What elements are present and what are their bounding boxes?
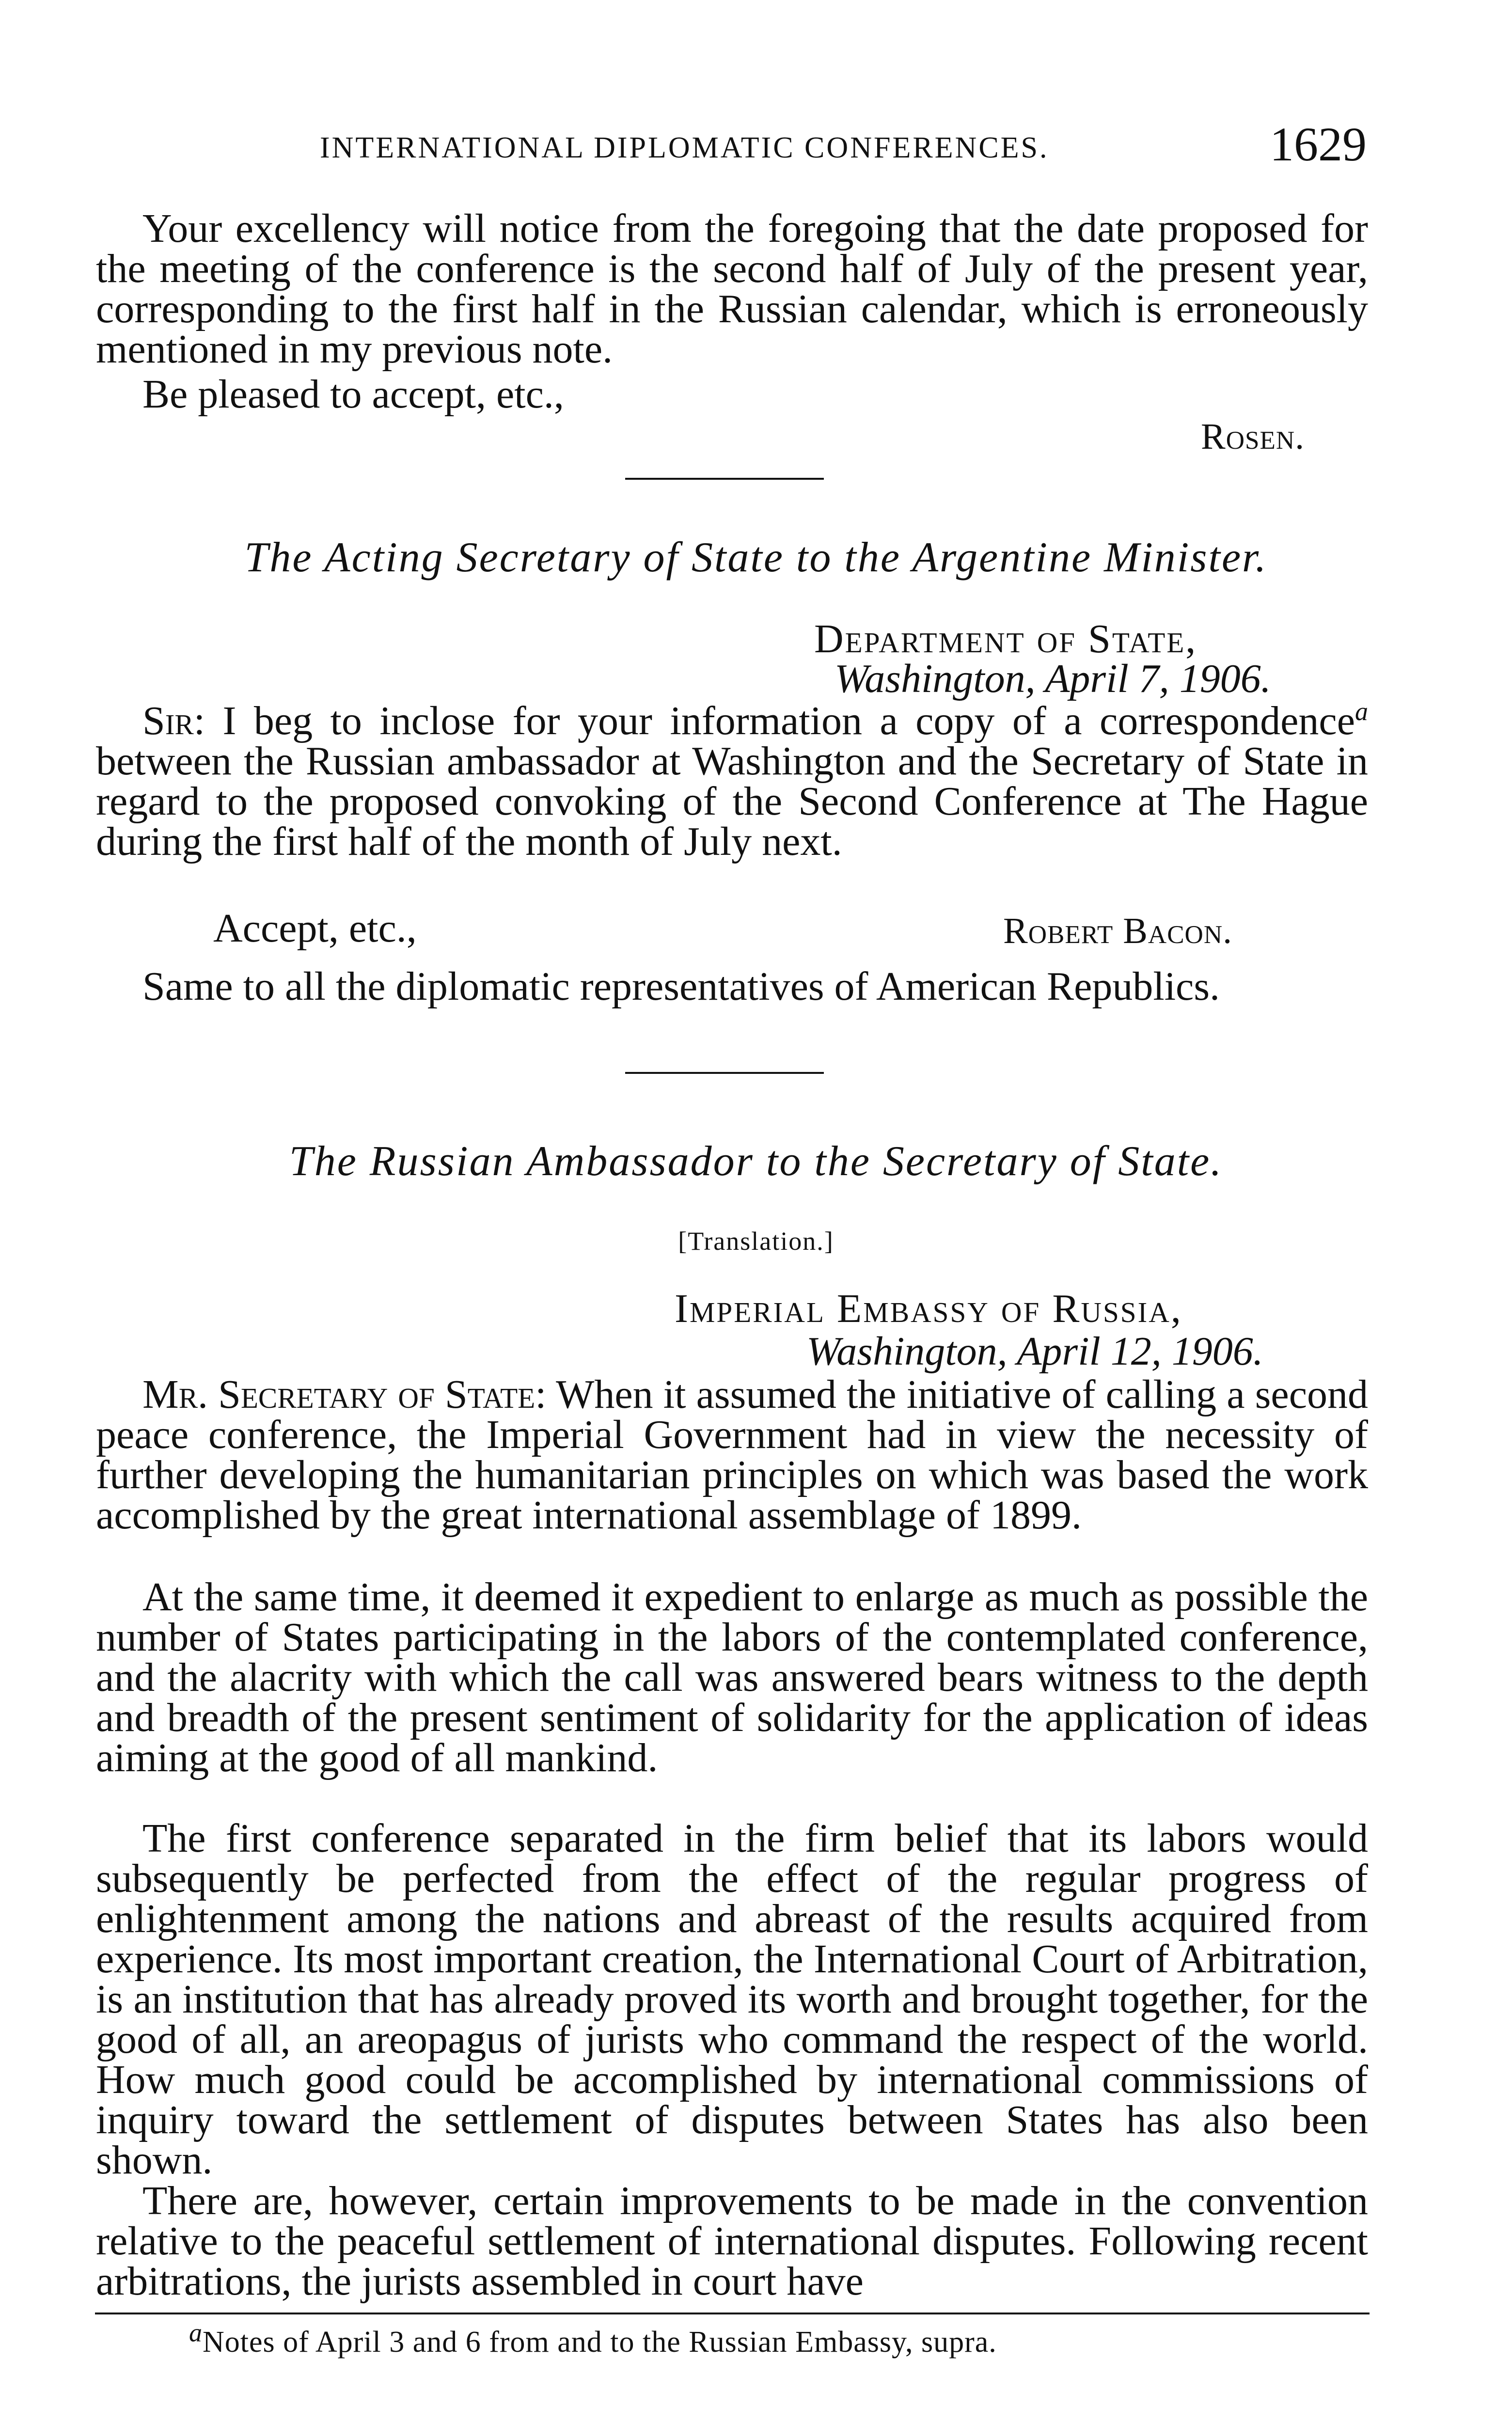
letter2-heading: The Acting Secretary of State to the Argentine Minister. (244, 534, 1268, 581)
running-head (97, 116, 1367, 170)
letter1-signature: Rosen. (1201, 416, 1305, 457)
letter3-salutation: Mr. Secretary of State: (142, 1372, 547, 1417)
letter3-paragraph (96, 1374, 1368, 1578)
letter3-place: Imperial Embassy of Russia, (675, 1286, 1182, 1331)
letter2-body (96, 697, 1368, 904)
letter2-body-start: I beg to inclose for your information a copy of a correspondence (205, 698, 1355, 743)
letter1-closing: Be pleased to accept, etc., (142, 372, 564, 417)
running-title: INTERNATIONAL DIPLOMATIC CONFERENCES. (320, 131, 1049, 164)
letter2-body-end: between the Russian ambassador at Washington and the Secretary of State in regard to the proposed convoking of the Second Conference at The Hague during the first half of the month of July next. (96, 739, 1368, 864)
footnote-mark: a (189, 2318, 203, 2347)
section-divider (625, 1072, 824, 1074)
letter3-heading: The Russian Ambassador to the Secretary of State. (289, 1138, 1223, 1185)
letter3-paragraph: The first conference separated in the firm belief that its labors would subsequently be perfected from the effect of the regular progress of enlightenment among the nations and abreast of the results acquired from experience. Its most important creation, the International Court of Arbitration, is an institution that has already proved its worth and brought together, for the good of all, an areopagus of jurists who command the respect of the world. How much good could be accomplished by international commissions of inquiry toward the settlement of disputes between States has also been shown. (96, 1816, 1368, 2183)
footnote-reference: a (1355, 697, 1368, 726)
letter3-paragraph: There are, however, certain improvements to be made in the convention relative to the peaceful settlement of international disputes. Following recent arbitrations, the jurists assembled in court have (96, 2178, 1368, 2304)
translation-note: [Translation.] (678, 1227, 834, 1256)
letter2-closing: Accept, etc., (213, 906, 417, 951)
section-divider (625, 478, 824, 480)
letter2-distribution: Same to all the diplomatic representatives of American Republics. (142, 964, 1220, 1009)
footnote-text: Notes of April 3 and 6 from and to the Russian Embassy, supra. (203, 2326, 997, 2359)
letter2-signature: Robert Bacon. (1003, 911, 1233, 951)
letter2-place: Department of State, (814, 616, 1197, 661)
footnote (189, 2318, 997, 2360)
letter3-date: Washington, April 12, 1906. (806, 1329, 1263, 1374)
letter3-paragraph: At the same time, it deemed it expedient to enlarge as much as possible the number of States participating in the labors of the contemplated conference, and the alacrity with which the call was answered bears witness to the depth and breadth of the present sentiment of solidarity for the application of ideas aiming at the good of all mankind. (96, 1574, 1368, 1780)
footnote-rule (95, 2313, 1370, 2314)
letter1-paragraph: Your excellency will notice from the foregoing that the date proposed for the meeting of the conference is the second half of July of the present year, corresponding to the first half in the Russian calendar, which is erroneously mentioned in my previous note. (96, 206, 1368, 372)
letter2-date: Washington, April 7, 1906. (835, 656, 1271, 701)
letter3-paragraph-text: When it assumed the initiative of calling a second peace conference, the Imperial Government had in view the necessity of further developing the humanitarian principles on which was based the work accomplished by the great international assemblage of 1899. (96, 1372, 1368, 1538)
page-number: 1629 (1270, 117, 1367, 171)
letter2-salutation: Sir: (142, 698, 205, 743)
